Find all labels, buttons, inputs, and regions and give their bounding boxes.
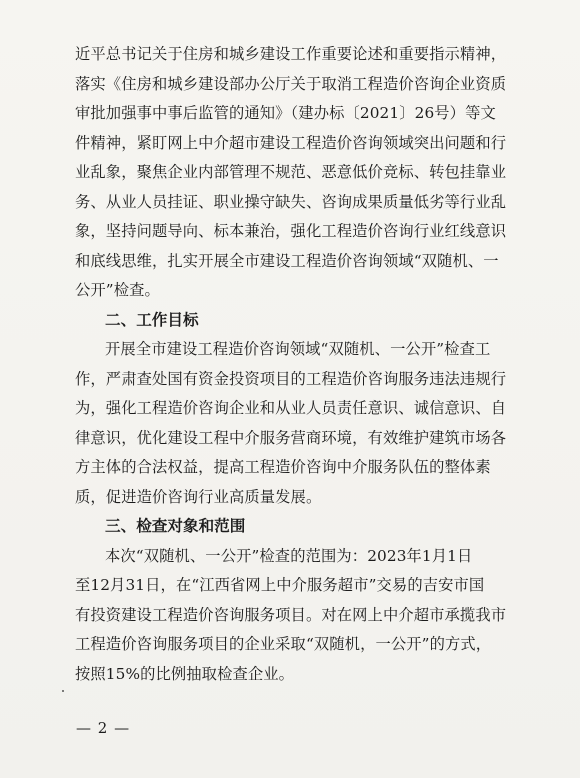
page-number: — 2 — (76, 719, 131, 737)
text-line: 本次“双随机、一公开”检查的范围为：2023年1月1日 (105, 546, 473, 565)
text-line: 律意识，优化建设工程中介服务营商环境，有效维护建筑市场各 (75, 428, 507, 447)
scan-speck (62, 690, 64, 692)
text-line: 象，坚持问题导向、标本兼治，强化工程造价咨询行业红线意识 (75, 222, 507, 240)
text-line: 落实《住房和城乡建设部办公厅关于取消工程造价咨询企业资质 (75, 74, 507, 93)
text-line: 有投资建设工程造价咨询服务项目。对在网上中介超市承揽我市 (75, 605, 507, 624)
text-line: 审批加强事中事后监管的通知》（建办标〔2021〕26号）等文 (75, 104, 496, 122)
text-line: 务、从业人员挂证、职业操守缺失、咨询成果质量低劣等行业乱 (75, 192, 507, 211)
section-heading-work-goals: 二、工作目标 (105, 310, 199, 329)
text-line: 公开”检查。 (75, 281, 160, 299)
text-line: 按照15%的比例抽取检查企业。 (75, 664, 295, 683)
text-line: 近平总书记关于住房和城乡建设工作重要论述和重要指示精神， (75, 45, 507, 63)
paragraph-scope (75, 542, 525, 690)
text-line: 至12月31日，在“江西省网上中介服务超市”交易的吉安市国 (75, 576, 485, 594)
paragraph-intro (75, 40, 525, 306)
text-line: 工程造价咨询服务项目的企业采取“双随机，一公开”的方式， (75, 635, 492, 653)
text-line: 开展全市建设工程造价咨询领域“双随机、一公开”检查工 (105, 340, 491, 358)
section-heading-scope: 三、检查对象和范围 (105, 517, 246, 535)
text-line: 为，强化工程造价咨询企业和从业人员责任意识、诚信意识、自 (75, 399, 507, 417)
paragraph-work-goals (75, 335, 525, 512)
text-line: 件精神，紧盯网上中介超市建设工程造价咨询领域突出问题和行 (75, 133, 507, 152)
text-line: 方主体的合法权益，提高工程造价咨询中介服务队伍的整体素 (75, 458, 491, 476)
text-line: 和底线思维，扎实开展全市建设工程造价咨询领域“双随机、一 (75, 251, 499, 270)
text-line: 质，促进造价咨询行业高质量发展。 (75, 487, 322, 506)
text-line: 业乱象，聚焦企业内部管理不规范、恶意低价竞标、转包挂靠业 (75, 163, 507, 181)
text-line: 作，严肃查处国有资金投资项目的工程造价咨询服务违法违规行 (75, 369, 507, 388)
document-body (75, 40, 525, 689)
